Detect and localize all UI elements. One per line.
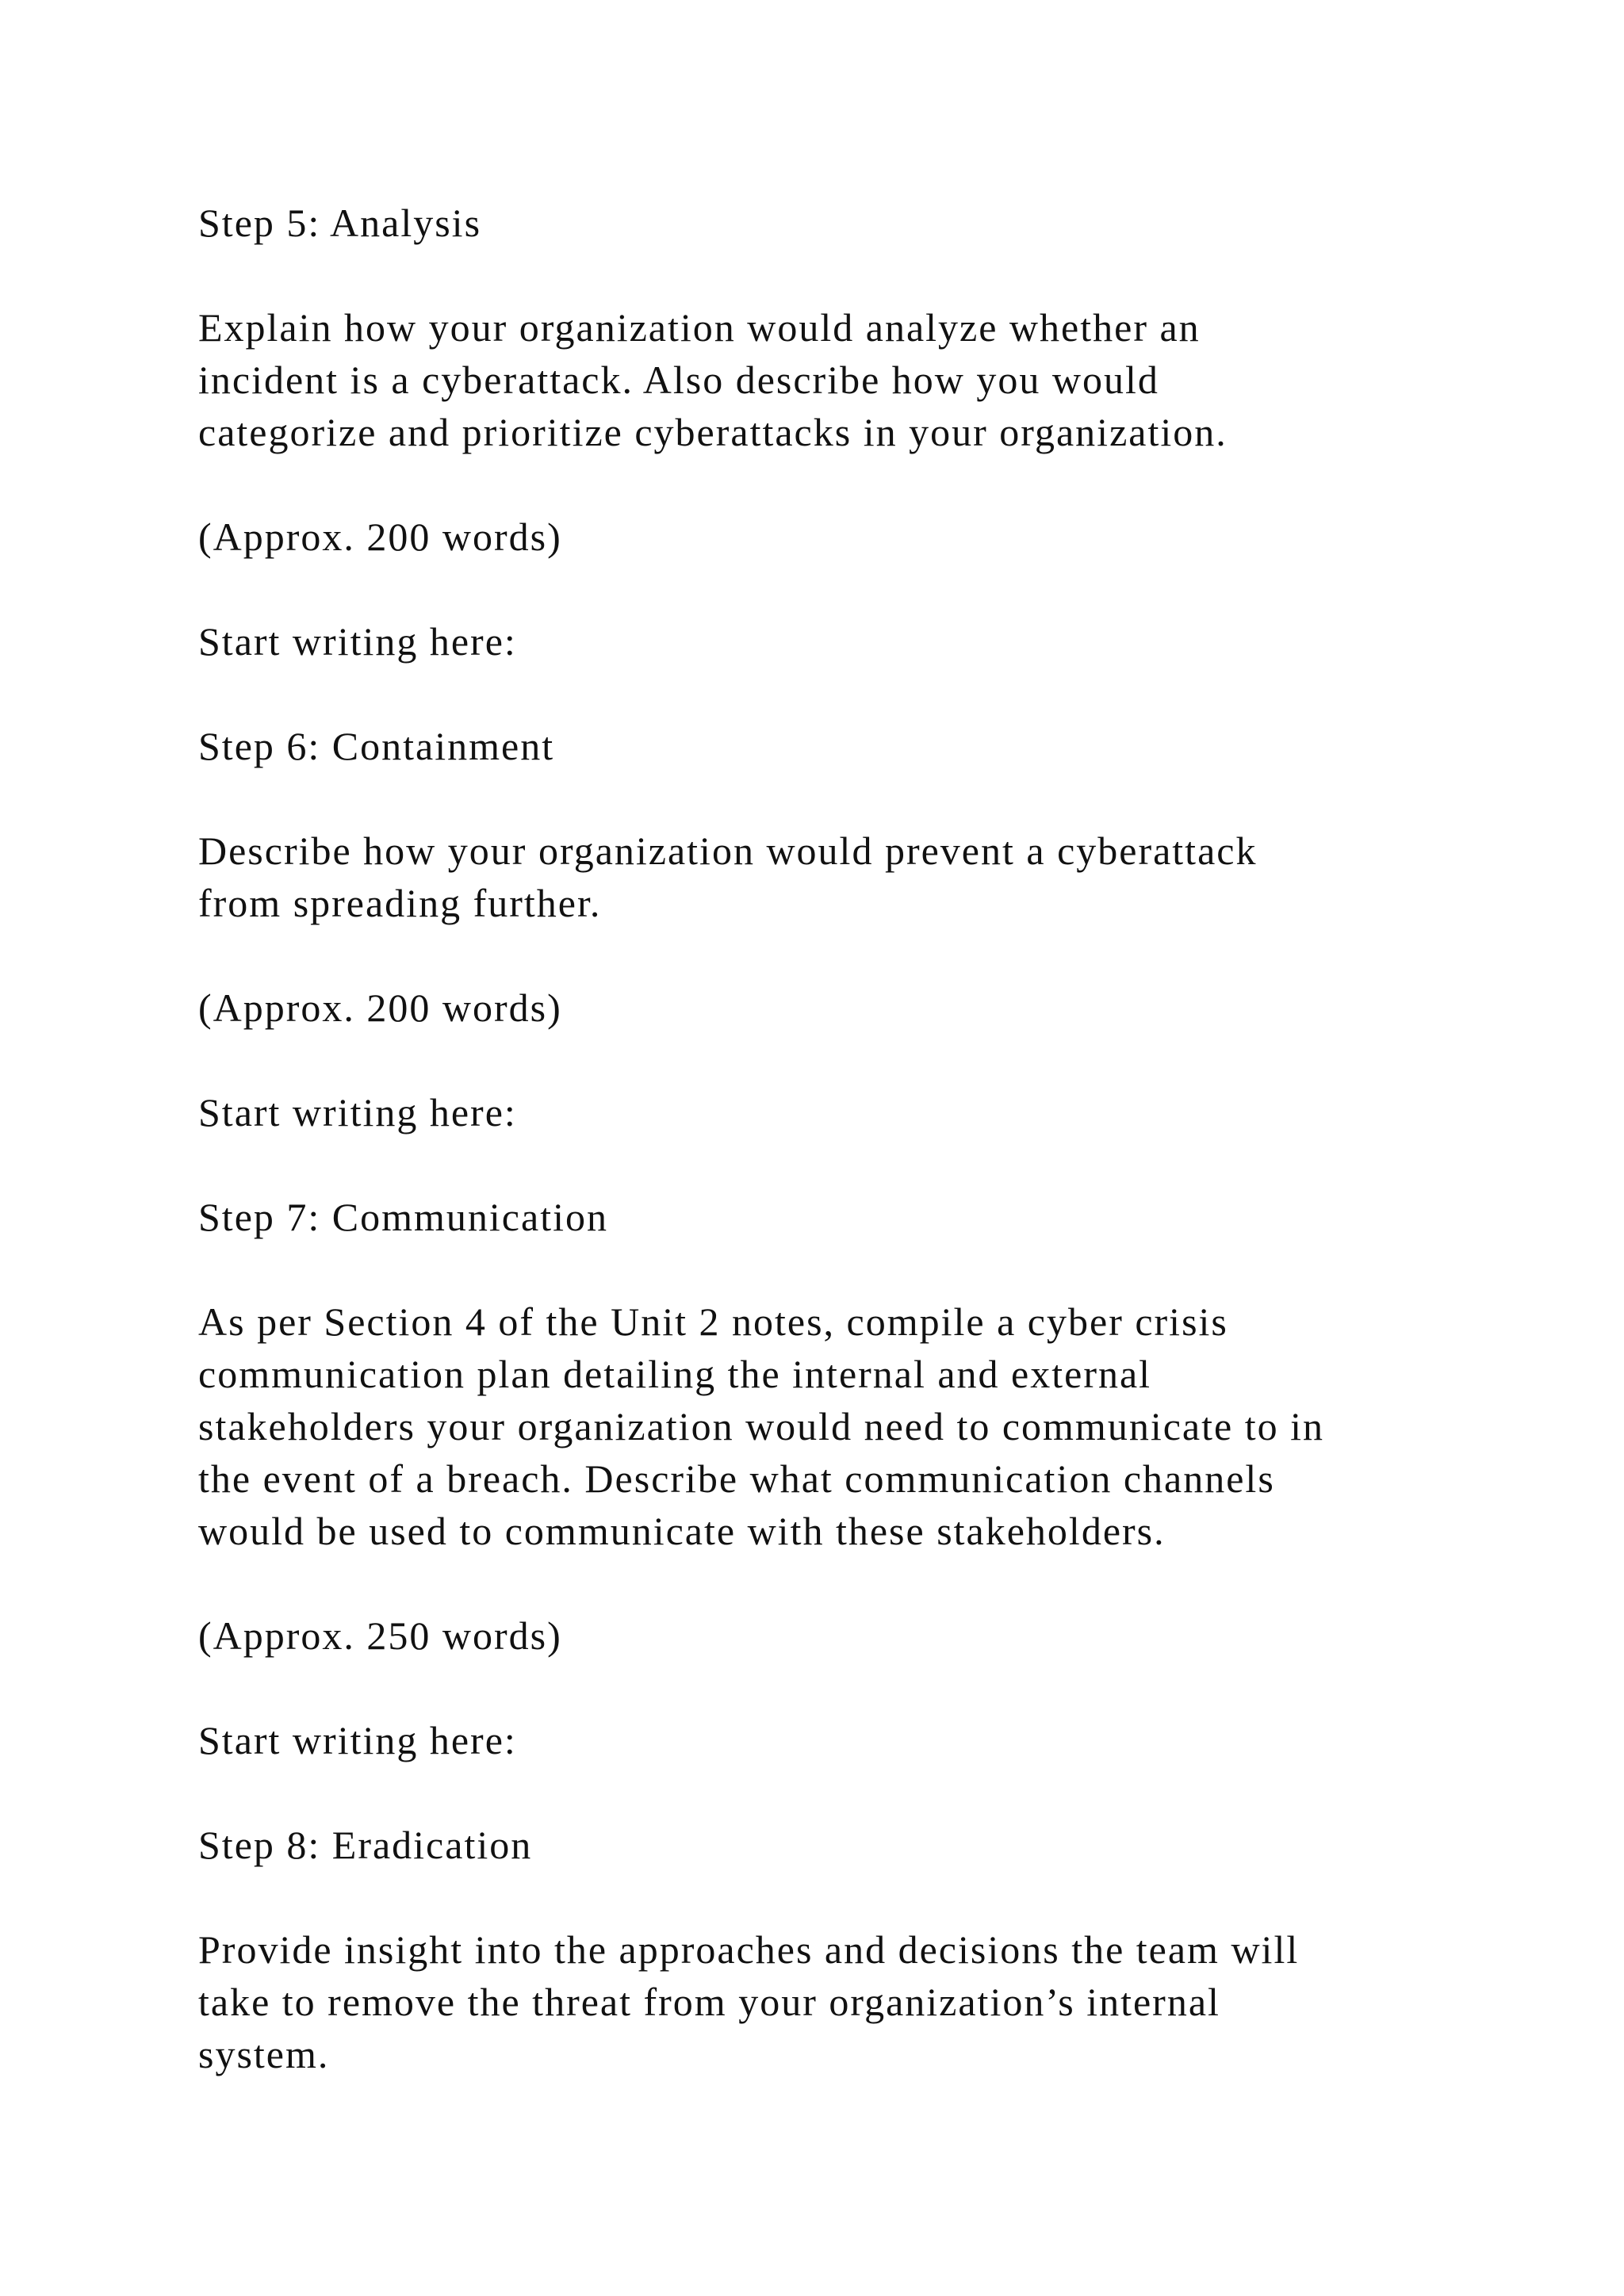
step-8-description-line: take to remove the threat from your organization’s internal	[198, 1980, 1220, 2024]
step-6-word-count: (Approx. 200 words)	[198, 985, 562, 1030]
document-body	[198, 197, 1507, 2133]
step-7-heading: Step 7: Communication	[198, 1195, 608, 1239]
step-8-description-line: system.	[198, 2032, 330, 2076]
step-5-description-line: categorize and prioritize cyberattacks in your organization.	[198, 410, 1228, 454]
step-7-description	[198, 1295, 1507, 1557]
step-6-description-line: Describe how your organization would prevent a cyberattack	[198, 828, 1258, 873]
step-5-heading: Step 5: Analysis	[198, 201, 482, 245]
step-5-description-line: Explain how your organization would analyze whether an	[198, 305, 1201, 350]
step-8-description-line: Provide insight into the approaches and decisions the team will	[198, 1927, 1300, 1972]
step-6-description	[198, 825, 1507, 929]
step-7-word-count: (Approx. 250 words)	[198, 1613, 562, 1658]
step-5-writing-prompt: Start writing here:	[198, 619, 517, 664]
step-6-description-line: from spreading further.	[198, 881, 602, 925]
step-6-heading: Step 6: Containment	[198, 724, 555, 768]
step-7-writing-prompt: Start writing here:	[198, 1718, 517, 1762]
step-8-heading: Step 8: Eradication	[198, 1823, 533, 1867]
step-6-writing-prompt: Start writing here:	[198, 1090, 517, 1135]
step-7-description-line: As per Section 4 of the Unit 2 notes, compile a cyber crisis	[198, 1299, 1228, 1344]
step-5-description-line: incident is a cyberattack. Also describe how you would	[198, 358, 1159, 402]
step-7-description-line: the event of a breach. Describe what communication channels	[198, 1456, 1275, 1501]
step-8-description	[198, 1923, 1507, 2080]
step-5-description	[198, 301, 1507, 458]
step-7-description-line: communication plan detailing the internal and external	[198, 1352, 1152, 1396]
step-7-description-line: would be used to communicate with these stakeholders.	[198, 1509, 1166, 1553]
step-5-word-count: (Approx. 200 words)	[198, 515, 562, 559]
step-7-description-line: stakeholders your organization would need to communicate to in	[198, 1404, 1324, 1448]
